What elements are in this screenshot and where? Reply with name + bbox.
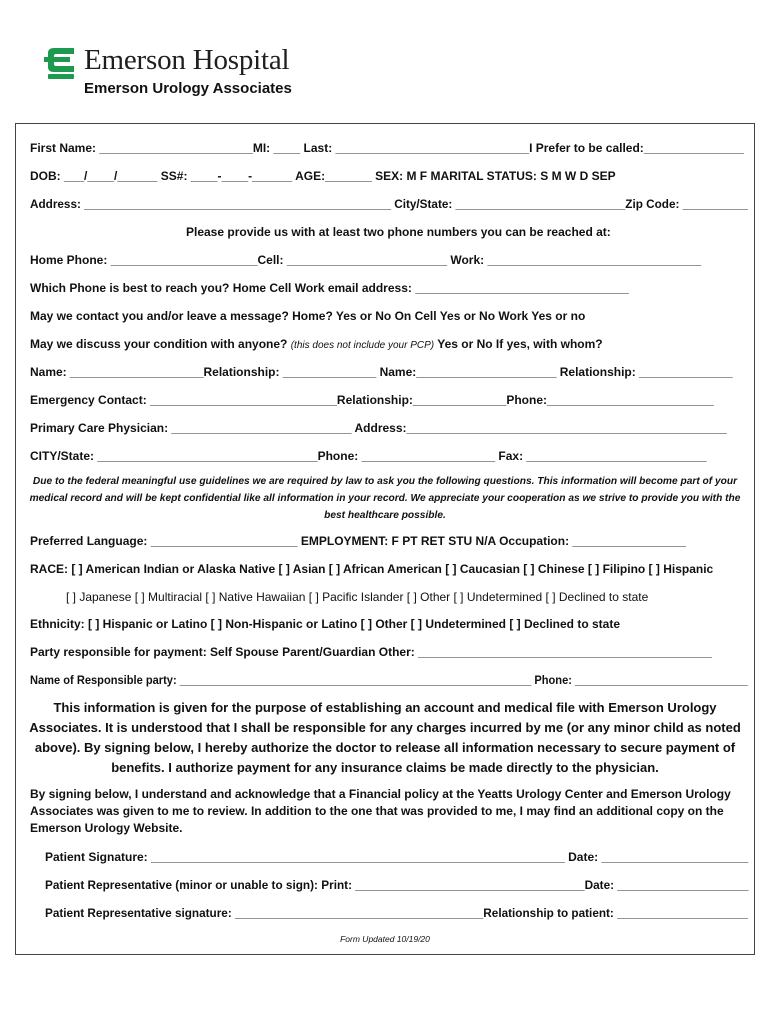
- emergency-contact-row[interactable]: Emergency Contact: ____________________________Relationship:______________Phone:_________________________: [30, 393, 714, 407]
- pcp-note: (this does not include your PCP): [290, 340, 435, 351]
- meaningful-use-notice: Due to the federal meaningful use guidelines we are required by law to ask you the following questions. This information will become part of your medical record and will be kept confidential like all information in your record. We appreciate your cooperation as we strive to provide you with the best healthcare possible.: [29, 476, 741, 521]
- dob-row[interactable]: DOB: ___/____/______ SS#: ____-____-______ AGE:_______ SEX: M F MARITAL STATUS: S M W D SEP: [30, 169, 616, 183]
- representative-print-row[interactable]: Patient Representative (minor or unable to sign): Print: ___________________________________Date: ____________________: [45, 878, 749, 892]
- header: [44, 44, 344, 104]
- payment-party-row[interactable]: Party responsible for payment: Self Spouse Parent/Guardian Other: ____________________________________________: [30, 645, 712, 659]
- race-row[interactable]: RACE: [ ] American Indian or Alaska Native [ ] Asian [ ] African American [ ] Caucasian [ ] Chinese [ ] Filipino [ ] Hispanic: [30, 562, 714, 576]
- discuss-label: May we discuss your condition with anyone?: [30, 337, 288, 351]
- name-row[interactable]: First Name: _______________________MI: ____ Last: _____________________________I Prefer to be called:_______________: [30, 141, 744, 155]
- address-row[interactable]: Address: _______________________________________________ City/State: __________________________Zip Code: __________: [30, 197, 748, 211]
- phones-instruction: Please provide us with at least two phone numbers you can be reached at:: [186, 225, 611, 239]
- authorized-persons-row[interactable]: Name: ____________________Relationship: ______________ Name:_____________________ Relationship: ______________: [30, 365, 733, 379]
- emerson-logo-icon: [44, 46, 78, 80]
- pcp-row[interactable]: Primary Care Physician: ___________________________ Address:________________________________________________: [30, 421, 727, 435]
- race-row-2[interactable]: [ ] Japanese [ ] Multiracial [ ] Native Hawaiian [ ] Pacific Islander [ ] Other [ ] Undetermined [ ] Declined to state: [66, 590, 649, 604]
- discuss-answer[interactable]: Yes or No If yes, with whom?: [434, 337, 603, 351]
- contact-permission-row[interactable]: May we contact you and/or leave a message? Home? Yes or No On Cell Yes or No Work Yes or no: [30, 309, 586, 323]
- language-employment-row[interactable]: Preferred Language: ______________________ EMPLOYMENT: F PT RET STU N/A Occupation: _________________: [30, 534, 686, 548]
- best-phone-row[interactable]: Which Phone is best to reach you? Home Cell Work email address: ________________________________: [30, 281, 629, 295]
- practice-name: Emerson Urology Associates: [84, 80, 292, 97]
- representative-signature-row[interactable]: Patient Representative signature: ______________________________________Relationship to patient: ____________________: [45, 906, 748, 920]
- ethnicity-row[interactable]: Ethnicity: [ ] Hispanic or Latino [ ] Non-Hispanic or Latino [ ] Other [ ] Undetermined [ ] Declined to state: [30, 617, 621, 631]
- patient-signature-row[interactable]: Patient Signature: ______________________________________________________________ Date: ______________________: [45, 850, 749, 864]
- financial-policy-paragraph: By signing below, I understand and acknowledge that a Financial policy at the Yeatts Urology Center and Emerson Urology Associates was given to me to review. In addition to the one that was provided to me, I may find an additional copy on the Emerson Urology Website.: [30, 787, 731, 835]
- form-updated-footer: Form Updated 10/19/20: [340, 934, 430, 944]
- responsible-party-row[interactable]: Name of Responsible party: _________________________________________________________ Phone: ____________________________: [30, 673, 748, 687]
- discuss-condition-row[interactable]: [30, 337, 603, 351]
- pcp-city-row[interactable]: CITY/State: _________________________________Phone: ____________________ Fax: ___________________________: [30, 449, 707, 463]
- hospital-name: Emerson Hospital: [84, 44, 290, 76]
- financial-responsibility-paragraph: This information is given for the purpose of establishing an account and medical file with Emerson Urology Associates. It is understood that I shall be responsible for any charges incurred by me (or any minor child as noted above). By signing below, I hereby authorize the doctor to release all information necessary to secure payment of benefits. I authorize payment for any insurance claims be made directly to the physician.: [29, 700, 741, 775]
- phones-row[interactable]: Home Phone: ______________________Cell: ________________________ Work: ________________________________: [30, 253, 702, 267]
